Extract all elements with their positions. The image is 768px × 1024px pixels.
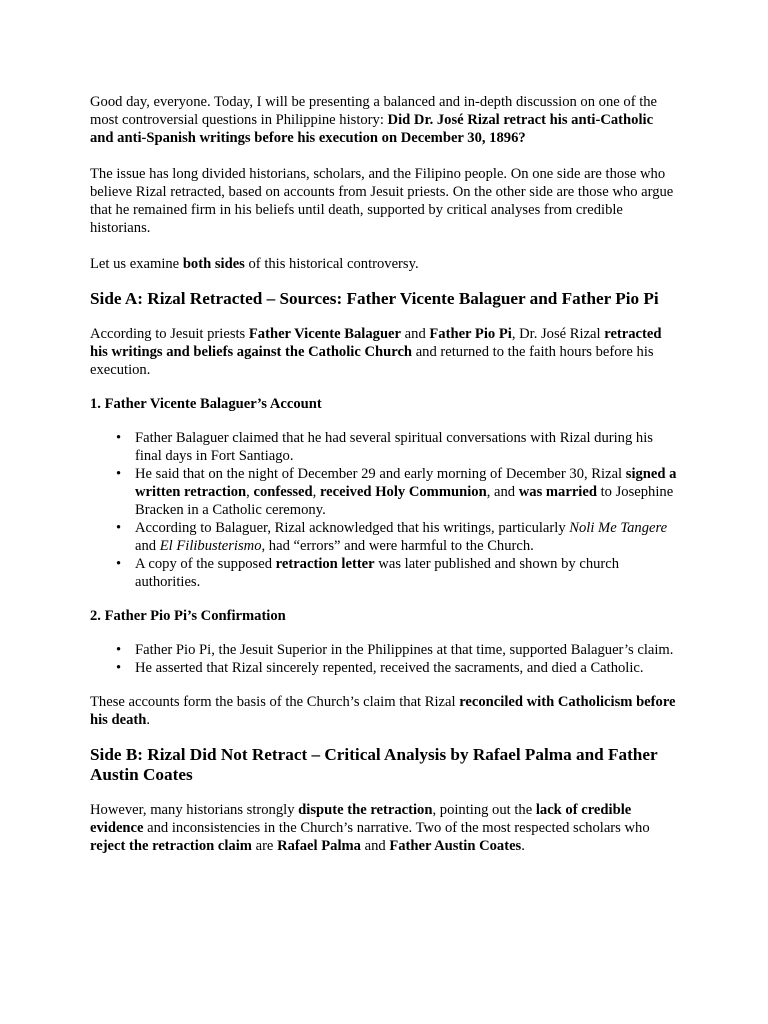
bold-run: received Holy Communion bbox=[319, 484, 487, 500]
central-question: Did Dr. José Rizal retract his anti-Catholic and anti-Spanish writings before his execution on December 30, 1896? bbox=[90, 112, 654, 146]
text-run: According to Balaguer, Rizal acknowledged that his writings, particularly bbox=[135, 520, 570, 536]
text-run: , bbox=[246, 484, 254, 500]
bold-run: confessed bbox=[253, 484, 313, 500]
text-run: to Josephine Bracken in a Catholic ceremony. bbox=[135, 484, 674, 518]
text-run: , pointing out the bbox=[432, 802, 536, 818]
bold-run: Father Austin Coates bbox=[389, 838, 522, 854]
bold-run: reject the retraction claim bbox=[90, 838, 252, 854]
text-run: , and bbox=[486, 484, 519, 500]
text-run: and bbox=[135, 538, 160, 554]
side-a-heading: Side A: Rizal Retracted – Sources: Father Vicente Balaguer and Father Pio Pi bbox=[90, 289, 659, 308]
intro-paragraph bbox=[90, 93, 680, 147]
text-run: . bbox=[521, 838, 525, 854]
side-a-intro bbox=[90, 325, 680, 379]
text-run: are bbox=[251, 838, 278, 854]
examine-text-end: of this historical controversy. bbox=[244, 256, 419, 272]
bold-run: signed a written retraction bbox=[135, 466, 677, 500]
text-run: , Dr. José Rizal bbox=[511, 326, 605, 342]
text-run: He said that on the night of December 29 and early morning of December 30, Rizal bbox=[135, 466, 626, 482]
list-item bbox=[135, 465, 680, 519]
italic-run: Noli Me Tangere bbox=[569, 520, 668, 536]
examine-text: Let us examine bbox=[90, 256, 183, 272]
both-sides-emphasis: both sides bbox=[182, 256, 245, 272]
context-paragraph: The issue has long divided historians, scholars, and the Filipino people. On one side are those who believe Rizal retracted, based on accounts from Jesuit priests. On the other side are those who argue that he remained firm in his beliefs until death, supported by critical analyses from credible historians. bbox=[90, 166, 674, 236]
text-run: According to Jesuit priests bbox=[90, 326, 249, 342]
italic-run: El Filibusterismo bbox=[159, 538, 262, 554]
bold-run: reconciled with Catholicism before his death bbox=[90, 694, 676, 728]
list-item bbox=[135, 641, 680, 659]
list-item bbox=[135, 659, 680, 677]
text-run: and inconsistencies in the Church’s narrative. Two of the most respected scholars who bbox=[143, 820, 650, 836]
text-run: was later published and shown by church authorities. bbox=[135, 556, 620, 590]
balaguer-list bbox=[90, 429, 680, 591]
balaguer-subheading: 1. Father Vicente Balaguer’s Account bbox=[90, 396, 322, 412]
list-item bbox=[135, 519, 680, 555]
text-run: , had “errors” and were harmful to the Church. bbox=[261, 538, 534, 554]
document-body bbox=[90, 93, 680, 855]
text-run: . bbox=[146, 712, 151, 728]
bold-run: retracted his writings and beliefs against the Catholic Church bbox=[90, 326, 662, 360]
bold-run: was married bbox=[518, 484, 597, 500]
bold-run: dispute the retraction bbox=[298, 802, 433, 818]
side-b-heading: Side B: Rizal Did Not Retract – Critical Analysis by Rafael Palma and Father Austin Coates bbox=[90, 745, 658, 784]
text-run: , bbox=[312, 484, 320, 500]
text-run: He asserted that Rizal sincerely repented, received the sacraments, and died a Catholic. bbox=[135, 660, 644, 676]
bold-run: retraction letter bbox=[275, 556, 375, 572]
examine-paragraph bbox=[90, 255, 680, 273]
text-run: and bbox=[360, 838, 390, 854]
text-run: However, many historians strongly bbox=[90, 802, 299, 818]
text-run: A copy of the supposed bbox=[135, 556, 276, 572]
pio-pi-subheading: 2. Father Pio Pi’s Confirmation bbox=[90, 608, 286, 624]
bold-run: Rafael Palma bbox=[277, 838, 361, 854]
text-run: Father Balaguer claimed that he had several spiritual conversations with Rizal during his final days in Fort Santiago. bbox=[135, 430, 653, 464]
bold-run: Father Pio Pi bbox=[429, 326, 512, 342]
list-item bbox=[135, 429, 680, 465]
intro-text: Good day, everyone. Today, I will be presenting a balanced and in-depth discussion on one of the most controversial questions in Philippine history: bbox=[90, 94, 658, 128]
pio-pi-list bbox=[90, 641, 680, 677]
bold-run: lack of credible evidence bbox=[90, 802, 632, 836]
text-run: and returned to the faith hours before his execution. bbox=[90, 344, 654, 378]
side-a-conclusion bbox=[90, 693, 680, 729]
text-run: Father Pio Pi, the Jesuit Superior in the Philippines at that time, supported Balaguer’s claim. bbox=[135, 642, 674, 658]
bold-run: Father Vicente Balaguer bbox=[248, 326, 402, 342]
list-item bbox=[135, 555, 680, 591]
text-run: and bbox=[401, 326, 430, 342]
side-b-intro bbox=[90, 801, 680, 855]
text-run: These accounts form the basis of the Church’s claim that Rizal bbox=[90, 694, 460, 710]
